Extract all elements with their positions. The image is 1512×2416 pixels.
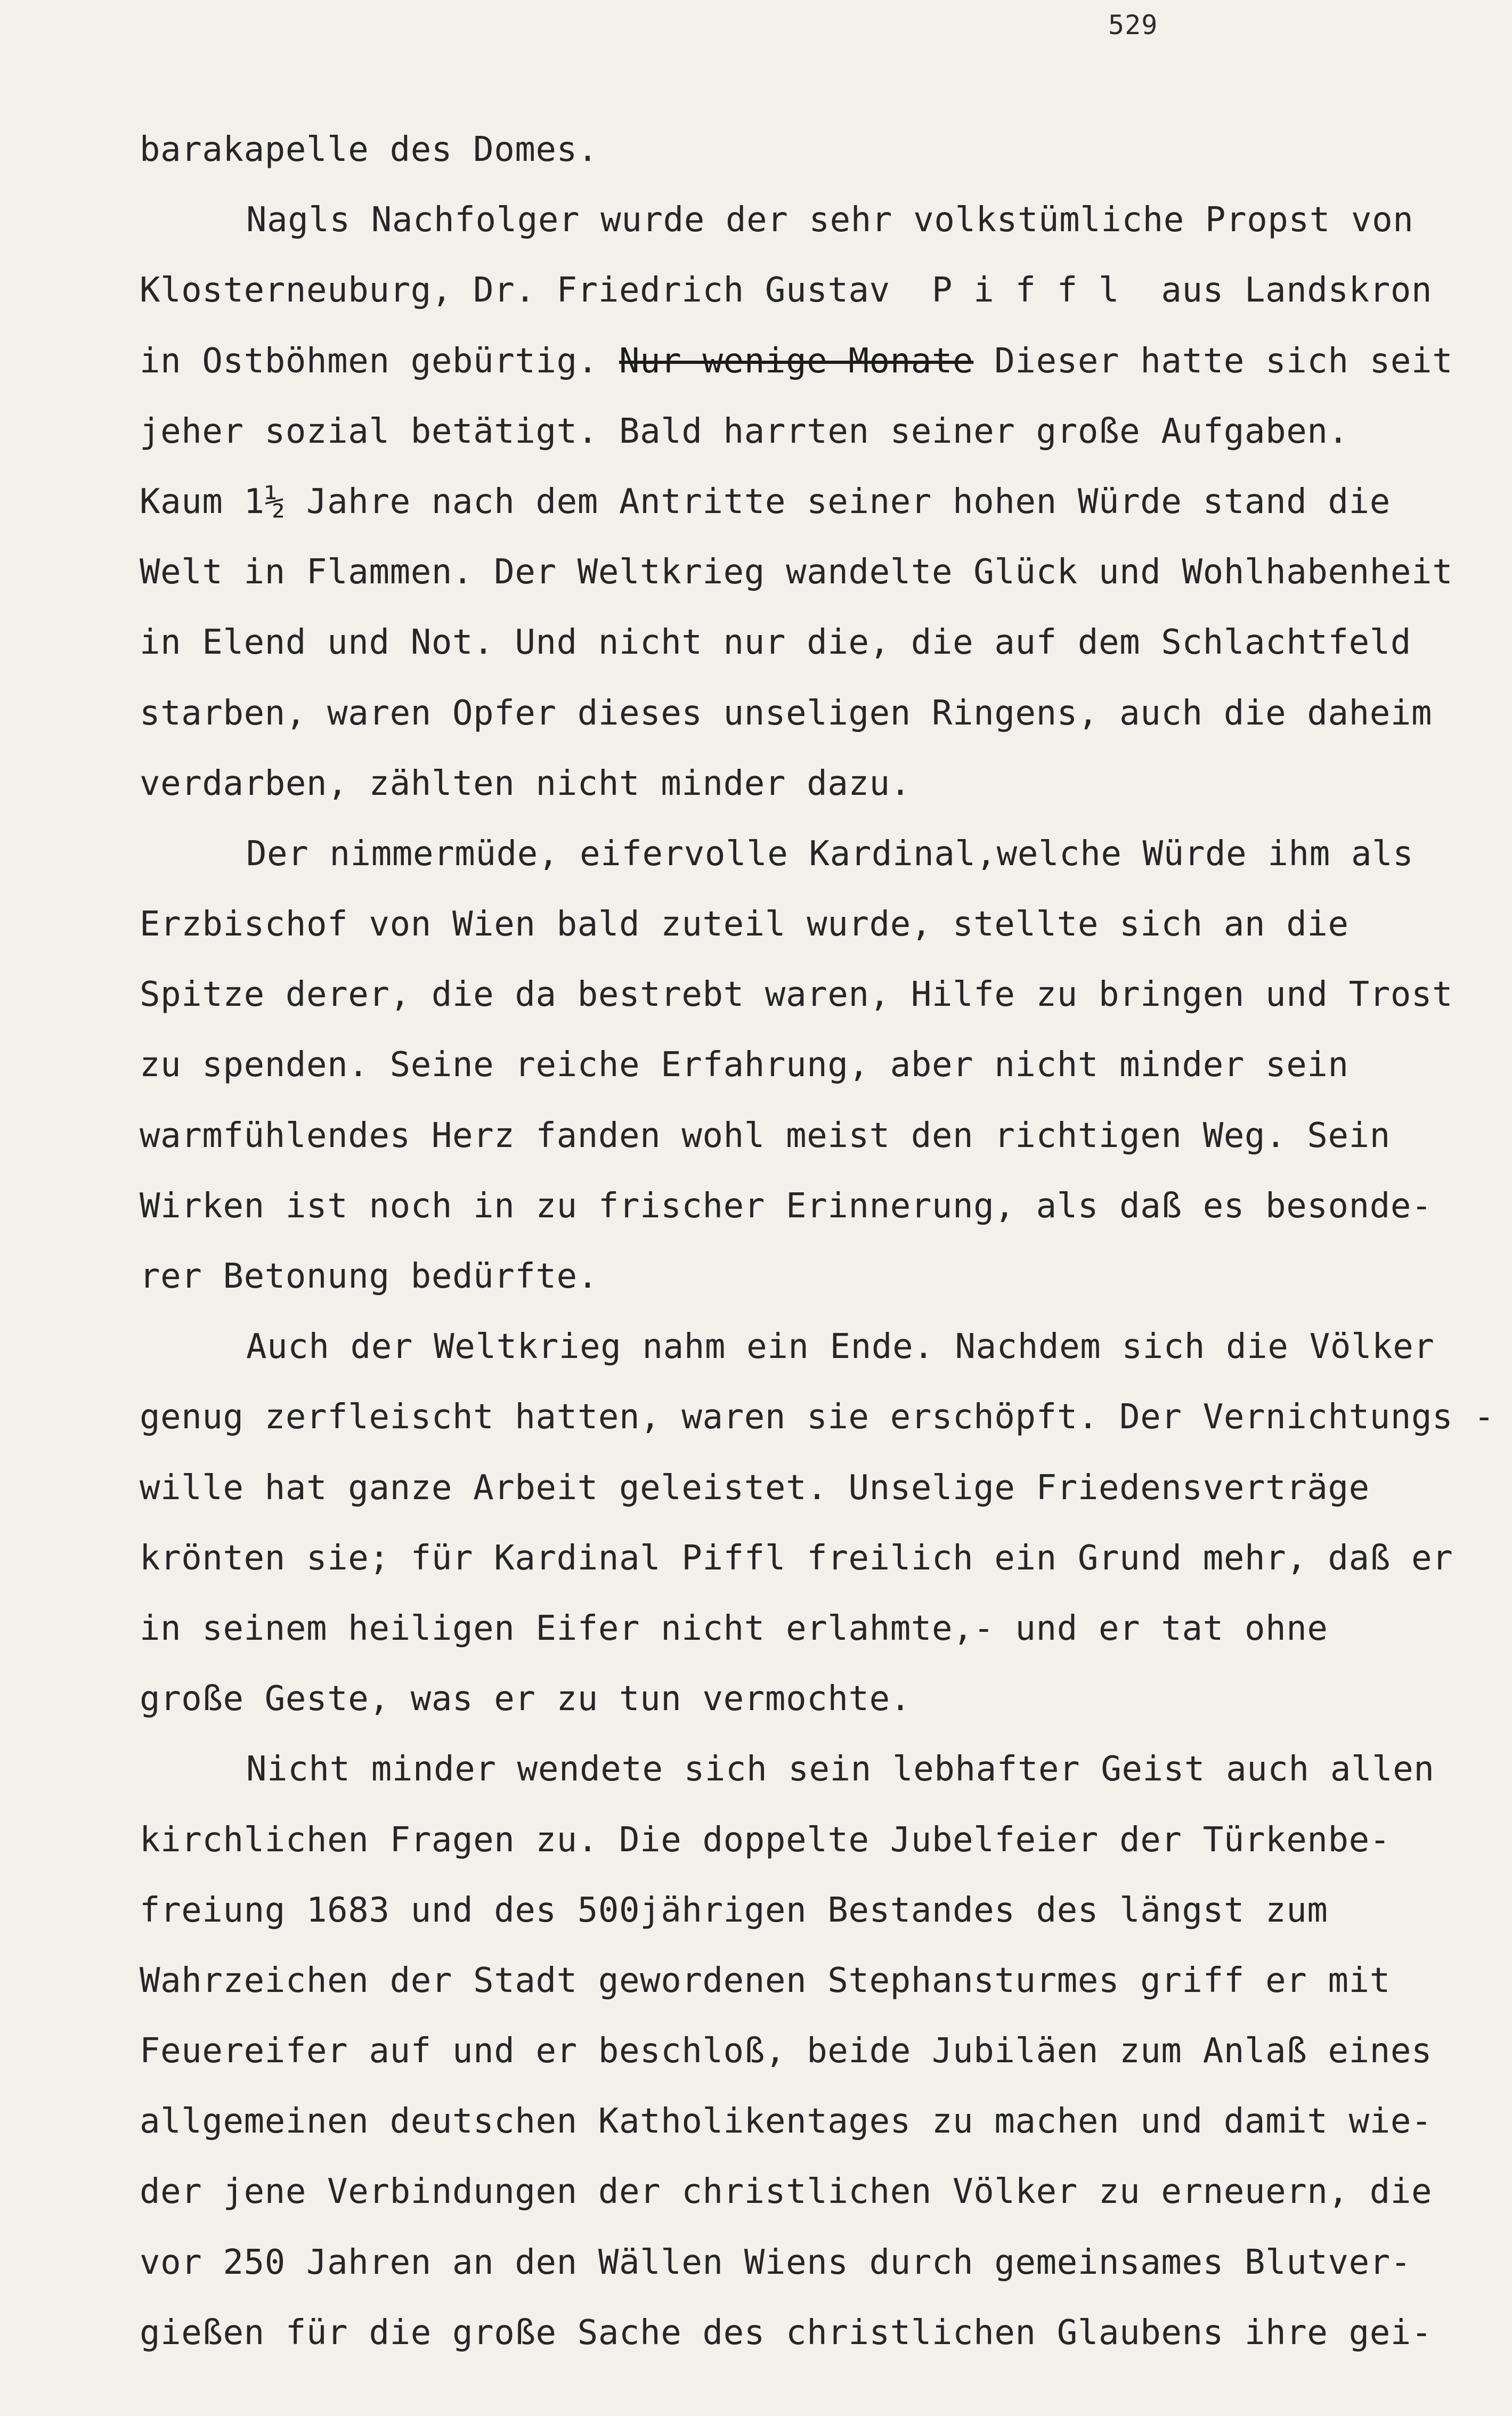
line-text: Auch der Weltkrieg nahm ein Ende. Nachdem sich die Völker — [246, 1327, 1435, 1367]
page-number: 529 — [1108, 10, 1158, 40]
line-text: Klosterneuburg, Dr. Friedrich Gustav P i f f l aus Landskron — [140, 271, 1433, 311]
text-line — [140, 1171, 1503, 1241]
line-text: in Elend und Not. Und nicht nur die, die auf dem Schlachtfeld — [140, 623, 1412, 663]
text-line — [140, 607, 1503, 678]
text-line — [140, 1664, 1503, 1734]
line-text: barakapelle des Domes. — [140, 130, 598, 169]
text-line — [140, 185, 1503, 255]
line-text: Wahrzeichen der Stadt gewordenen Stephansturmes griff er mit — [140, 1961, 1391, 2000]
line-text: Welt in Flammen. Der Weltkrieg wandelte Glück und Wohlhabenheit — [140, 552, 1453, 592]
text-line — [140, 1030, 1503, 1100]
text-line — [140, 1453, 1503, 1523]
line-text: krönten sie; für Kardinal Piffl freilich ein Grund mehr, daß er — [140, 1538, 1453, 1578]
text-line — [140, 326, 1503, 396]
line-text: wille hat ganze Arbeit geleistet. Unselige Friedensverträge — [140, 1468, 1370, 1508]
text-line — [140, 678, 1503, 749]
line-text: Nagls Nachfolger wurde der sehr volkstümliche Propst von — [246, 200, 1414, 240]
line-text: gießen für die große Sache des christlichen Glaubens ihre gei- — [140, 2313, 1433, 2353]
text-line — [140, 749, 1503, 819]
text-line — [140, 1734, 1503, 1804]
text-line — [140, 1101, 1503, 1171]
line-text: rer Betonung bedürfte. — [140, 1257, 598, 1296]
line-text: der jene Verbindungen der christlichen Völker zu erneuern, die — [140, 2172, 1433, 2212]
line-text: Feuereifer auf und er beschloß, beide Jubiläen zum Anlaß eines — [140, 2031, 1433, 2071]
text-line — [140, 255, 1503, 326]
text-line — [140, 2086, 1503, 2157]
text-line — [140, 2016, 1503, 2086]
text-line — [140, 537, 1503, 607]
text-line — [140, 115, 1503, 185]
line-text: freiung 1683 und des 500jährigen Bestandes des längst zum — [140, 1890, 1328, 1930]
text-line — [140, 1946, 1503, 2016]
text-line — [140, 889, 1503, 959]
text-line — [140, 1241, 1503, 1312]
line-text: genug zerfleischt hatten, waren sie erschöpft. Der Vernichtungs - — [140, 1397, 1495, 1437]
text-line — [140, 1312, 1503, 1382]
text-line — [140, 1382, 1503, 1452]
text-line — [140, 396, 1503, 467]
line-text: starben, waren Opfer dieses unseligen Ringens, auch die daheim — [140, 693, 1433, 733]
line-text: Wirken ist noch in zu frischer Erinnerung, als daß es besonde- — [140, 1186, 1433, 1226]
line-text: Nicht minder wendete sich sein lebhafter Geist auch allen — [246, 1750, 1435, 1789]
text-line — [140, 2298, 1503, 2368]
line-text: allgemeinen deutschen Katholikentages zu machen und damit wie- — [140, 2102, 1433, 2142]
text-line — [140, 1593, 1503, 1664]
line-text: große Geste, was er zu tun vermochte. — [140, 1679, 911, 1719]
line-text: kirchlichen Fragen zu. Die doppelte Jubelfeier der Türkenbe- — [140, 1820, 1391, 1860]
line-text: in seinem heiligen Eifer nicht erlahmte,- und er tat ohne — [140, 1608, 1328, 1648]
line-text: verdarben, zählten nicht minder dazu. — [140, 763, 911, 803]
line-text: in Ostböhmen gebürtig. — [140, 341, 620, 381]
text-line — [140, 1523, 1503, 1593]
text-line — [140, 819, 1503, 889]
text-line — [140, 2227, 1503, 2298]
body-text — [140, 115, 1503, 2368]
text-line — [140, 467, 1503, 537]
text-line — [140, 959, 1503, 1030]
line-text: jeher sozial betätigt. Bald harrten seiner große Aufgaben. — [140, 411, 1349, 451]
line-text: warmfühlendes Herz fanden wohl meist den richtigen Weg. Sein — [140, 1116, 1391, 1156]
line-text: vor 250 Jahren an den Wällen Wiens durch gemeinsames Blutver- — [140, 2242, 1412, 2282]
text-line — [140, 1805, 1503, 1875]
line-text: Der nimmermüde, eifervolle Kardinal,welche Würde ihm als — [246, 834, 1414, 874]
text-line — [140, 1875, 1503, 1946]
line-text: zu spenden. Seine reiche Erfahrung, aber nicht minder sein — [140, 1045, 1349, 1085]
struck-out-text: Nur wenige Monate — [619, 341, 974, 381]
line-text: Spitze derer, die da bestrebt waren, Hilfe zu bringen und Trost — [140, 975, 1453, 1015]
line-text: Kaum 1½ Jahre nach dem Antritte seiner hohen Würde stand die — [140, 482, 1391, 522]
line-text-continued: Dieser hatte sich seit — [973, 341, 1453, 381]
line-text: Erzbischof von Wien bald zuteil wurde, stellte sich an die — [140, 905, 1349, 945]
text-line — [140, 2157, 1503, 2227]
